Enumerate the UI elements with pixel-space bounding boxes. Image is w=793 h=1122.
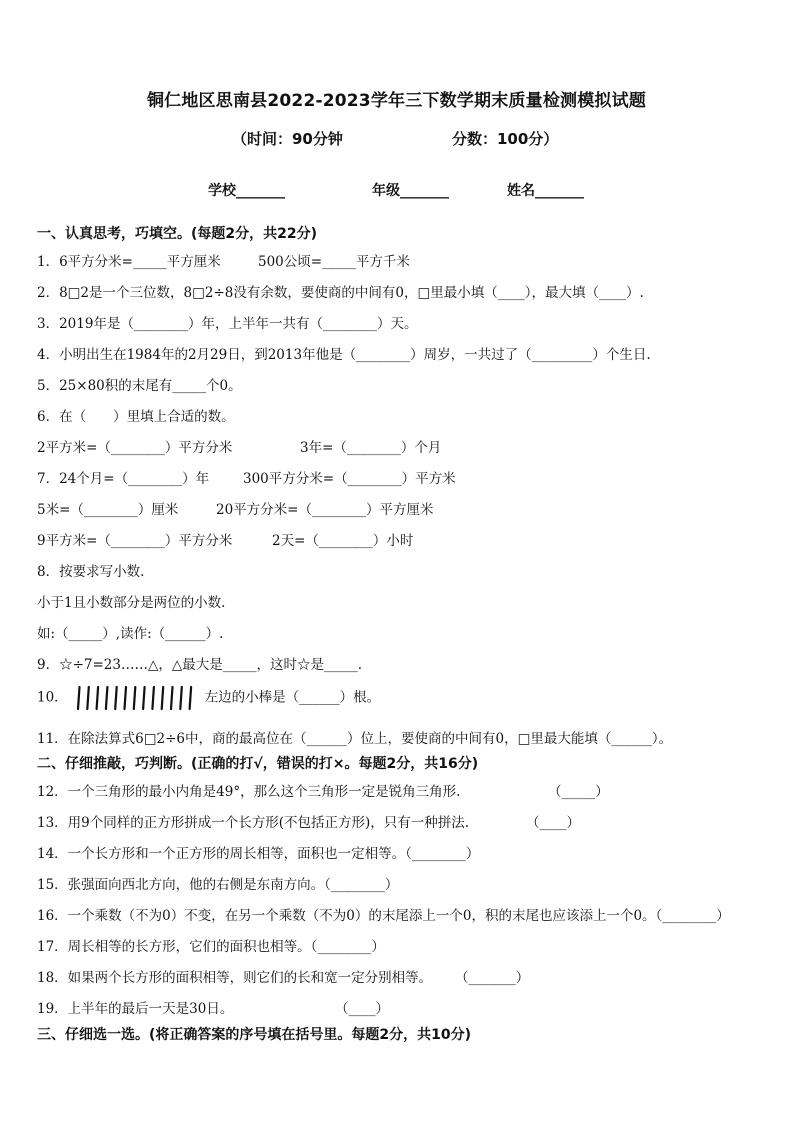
question-8a: 小于1且小数部分是两位的小数. bbox=[37, 595, 226, 611]
question-3: 3．2019年是（________）年，上半年一共有（________）天。 bbox=[37, 316, 418, 332]
question-7c: 5米=（________）厘米 bbox=[37, 502, 179, 518]
stick bbox=[106, 687, 108, 709]
question-13: 13．用9个同样的正方形拼成一个长方形(不包括正方形)，只有一种拼法. bbox=[37, 815, 470, 831]
question-17: 17．周长相等的长方形，它们的面积也相等。（________） bbox=[37, 939, 385, 955]
stick bbox=[96, 687, 98, 709]
stick bbox=[115, 687, 117, 709]
stick bbox=[180, 687, 182, 709]
question-16: 16．一个乘数（不为0）不变，在另一个乘数（不为0）的末尾添上一个0，积的末尾也应该添上一个0。（________） bbox=[37, 908, 730, 924]
question-7a: 7．24个月=（________）年 bbox=[37, 471, 210, 487]
question-8b: 如:（_____）,读作:（______）. bbox=[37, 626, 224, 642]
question-18: 18．如果两个长方形的面积相等，则它们的长和宽一定分别相等。 bbox=[37, 970, 433, 986]
question-7d: 20平方分米=（________）平方厘米 bbox=[216, 502, 434, 518]
section-2-heading: 二、仔细推敲，巧判断。(正确的打√，错误的打×。每题2分，共16分) bbox=[37, 756, 479, 772]
question-7f: 2天=（________）小时 bbox=[272, 533, 414, 549]
question-10-text: 左边的小棒是（______）根。 bbox=[204, 689, 381, 706]
question-6b: 3年=（________）个月 bbox=[300, 440, 442, 456]
question-10-number: 10． bbox=[37, 689, 68, 706]
question-19: 19．上半年的最后一天是30日。 bbox=[37, 1001, 234, 1017]
question-6: 6．在（ ）里填上合适的数。 bbox=[37, 409, 235, 425]
name-field[interactable]: 姓名_______ bbox=[507, 183, 584, 199]
stick bbox=[87, 687, 89, 709]
stick bbox=[133, 687, 135, 709]
question-9: 9．☆÷7=23……△，△最大是_____，这时☆是_____. bbox=[37, 657, 363, 673]
question-11: 11．在除法算式6□2÷6中，商的最高位在（______）位上，要使商的中间有0，□里最大能填（______）。 bbox=[37, 731, 673, 747]
question-13-answer[interactable]: （____） bbox=[526, 815, 580, 831]
question-14: 14．一个长方形和一个正方形的周长相等，面积也一定相等。（________） bbox=[37, 846, 480, 862]
question-10 bbox=[37, 685, 380, 711]
stick bbox=[143, 687, 145, 709]
question-7e: 9平方米=（________）平方分米 bbox=[37, 533, 233, 549]
question-7b: 300平方分米=（________）平方米 bbox=[243, 471, 456, 487]
stick bbox=[78, 687, 80, 709]
question-12: 12．一个三角形的最小内角是49°，那么这个三角形一定是锐角三角形. bbox=[37, 784, 461, 800]
exam-score: 分数：100分） bbox=[452, 130, 559, 148]
question-4: 4．小明出生在1984年的2月29日，到2013年他是（________）周岁，一共过了（_________）个生日. bbox=[37, 347, 651, 363]
school-field[interactable]: 学校_______ bbox=[208, 183, 285, 199]
stick bbox=[171, 687, 173, 709]
question-19-answer[interactable]: （____） bbox=[335, 1001, 389, 1017]
stick bbox=[189, 687, 191, 709]
stick bbox=[161, 687, 163, 709]
page-title: 铜仁地区思南县2022-2023学年三下数学期末质量检测模拟试题 bbox=[146, 91, 647, 111]
question-8: 8．按要求写小数. bbox=[37, 564, 145, 580]
stick bbox=[124, 687, 126, 709]
question-2: 2．8□2是一个三位数，8□2÷8没有余数，要使商的中间有0，□里最小填（____），最大填（____）. bbox=[37, 285, 644, 301]
section-3-heading: 三、仔细选一选。(将正确答案的序号填在括号里。每题2分，共10分) bbox=[37, 1027, 472, 1043]
section-1-heading: 一、认真思考，巧填空。(每题2分，共22分) bbox=[37, 226, 318, 242]
question-18-answer[interactable]: （_______） bbox=[455, 970, 530, 986]
question-1a: 1．6平方分米=_____平方厘米 bbox=[37, 254, 221, 270]
question-1b: 500公顷=_____平方千米 bbox=[258, 254, 410, 270]
question-12-answer[interactable]: （_____） bbox=[548, 784, 609, 800]
question-5: 5．25×80积的末尾有_____个0。 bbox=[37, 378, 242, 394]
stick bbox=[152, 687, 154, 709]
sticks-image bbox=[74, 685, 202, 711]
question-6a: 2平方米=（________）平方分米 bbox=[37, 440, 233, 456]
exam-time: （时间：90分钟 bbox=[232, 130, 343, 148]
question-15: 15．张强面向西北方向，他的右侧是东南方向。（________） bbox=[37, 877, 399, 893]
grade-field[interactable]: 年级_______ bbox=[372, 183, 449, 199]
